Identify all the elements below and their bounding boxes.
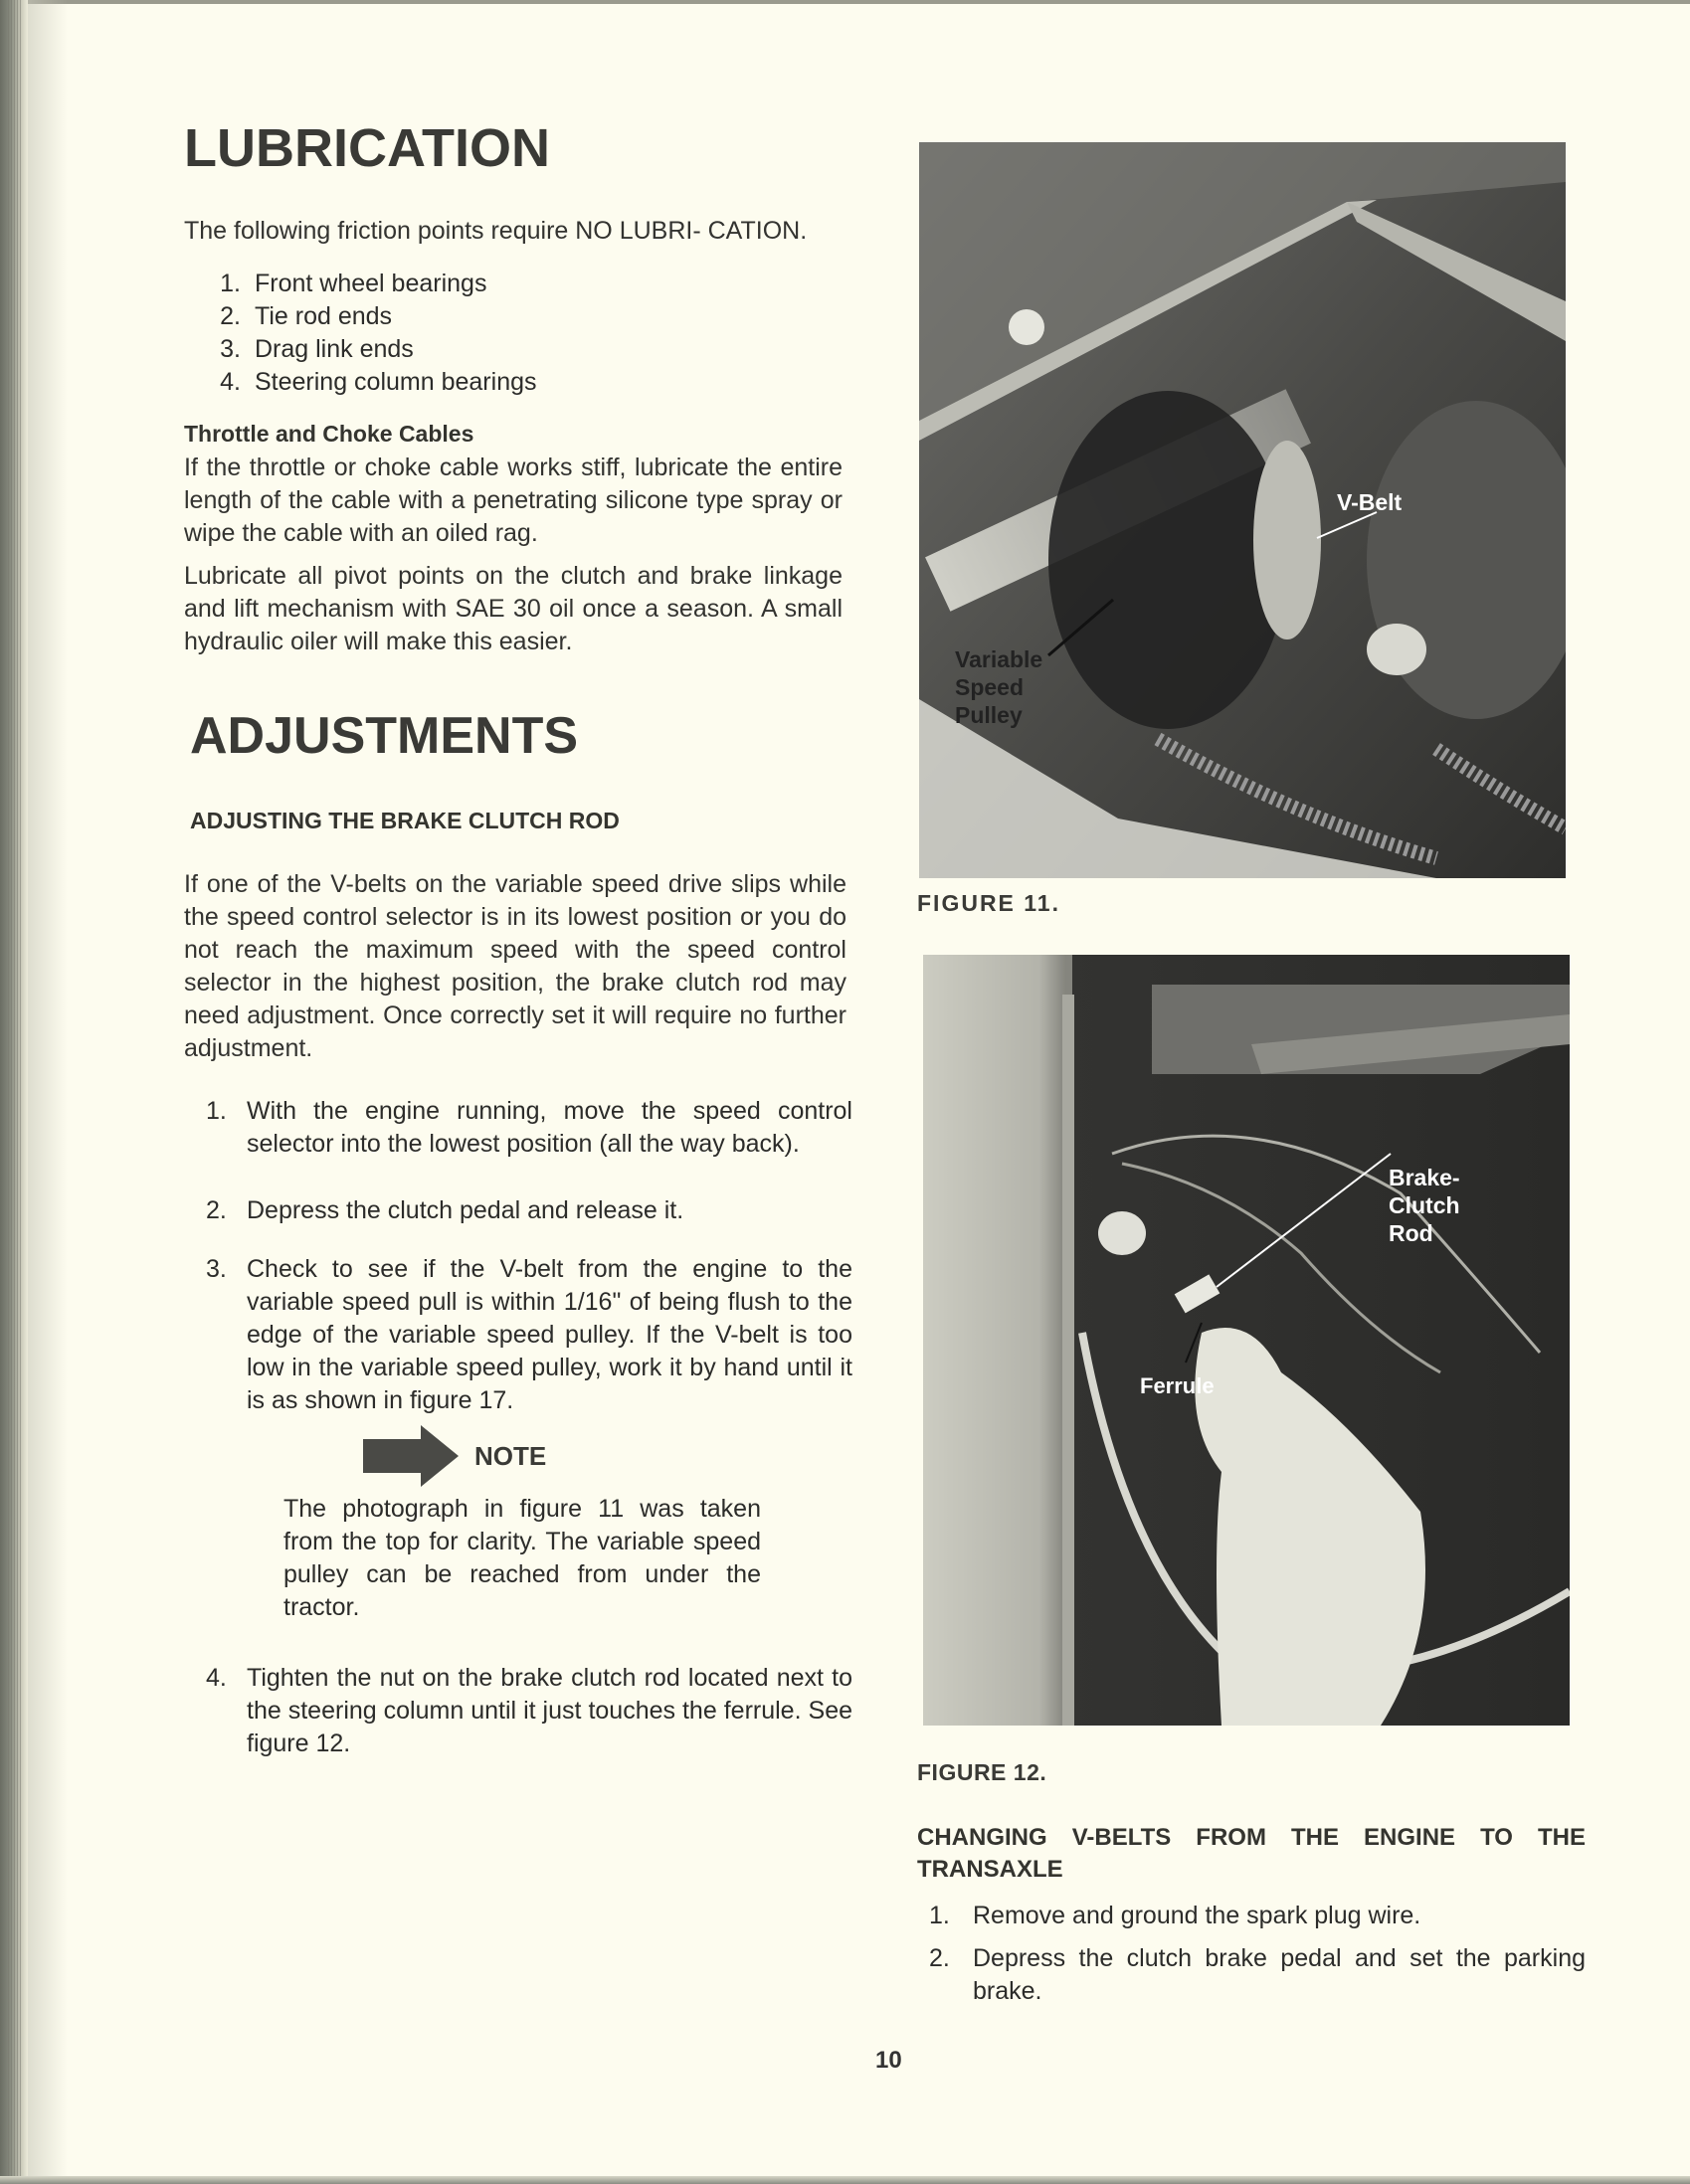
step-number: 2. <box>206 1196 227 1224</box>
step-text: Depress the clutch brake pedal and set the parking brake. <box>973 1944 1586 2005</box>
brake-clutch-heading: ADJUSTING THE BRAKE CLUTCH ROD <box>190 808 620 833</box>
no-lubrication-list <box>184 268 850 399</box>
step-item <box>184 1662 852 1760</box>
note-callout <box>283 1425 761 1624</box>
step-number: 4. <box>206 1664 227 1692</box>
note-text: The photograph in figure 11 was taken from the top for clarity. The variable speed pulley can be reached from under the tractor. <box>283 1495 761 1621</box>
step-item <box>917 1942 1586 2008</box>
v-belt <box>1253 441 1321 639</box>
throttle-choke-heading: Throttle and Choke Cables <box>184 421 474 447</box>
book-binding <box>0 0 28 2184</box>
step-text: Depress the clutch pedal and release it. <box>247 1196 684 1224</box>
lubrication-intro-text: The following friction points require NO LUBRI- CATION. <box>184 217 808 245</box>
step-text: Check to see if the V-belt from the engine to the variable speed pull is within 1/16" of being flush to the edge of the variable speed pulley. If the V-belt is too low in the variable speed pulley, work it by hand until it is as shown in figure 17. <box>247 1255 852 1414</box>
pivot-lubrication-text: Lubricate all pivot points on the clutch and brake linkage and lift mechanism with SAE 30 oil once a season. A small hydraulic oiler will make this easier. <box>184 562 843 655</box>
step-number: 1. <box>206 1097 227 1125</box>
step-text: With the engine running, move the speed control selector into the lowest position (all the way back). <box>247 1097 852 1158</box>
pulley-knob <box>1098 1211 1146 1255</box>
steering-column <box>923 955 1072 1726</box>
step-number: 3. <box>206 1255 227 1283</box>
step-number: 2. <box>929 1944 950 1972</box>
variable-speed-pulley-label: Variable Speed Pulley <box>955 646 1043 728</box>
note-label: NOTE <box>474 1440 547 1471</box>
list-text: Drag link ends <box>255 335 414 363</box>
throttle-choke-text: If the throttle or choke cable works stiff, lubricate the entire length of the cable with a penetrating silicone type spray or wipe the cable with an oiled rag. <box>184 454 843 547</box>
step-item <box>184 1095 852 1161</box>
bolt-head <box>1009 309 1044 345</box>
v-belt-label: V-Belt <box>1337 489 1403 515</box>
brake-clutch-steps <box>184 1095 852 1417</box>
brake-clutch-steps-continued <box>184 1662 852 1760</box>
ferrule-label: Ferrule <box>1140 1373 1215 1398</box>
list-item <box>184 268 850 300</box>
list-number: 2. <box>220 302 241 330</box>
right-column <box>917 142 1586 2008</box>
figure-11-illustration <box>919 142 1566 878</box>
adjustments-title: ADJUSTMENTS <box>190 707 579 765</box>
brake-clutch-intro: If one of the V-belts on the variable speed drive slips while the speed control selector is in its lowest position or you do not reach the maximum speed with the speed control selector in the highest position, the brake clutch rod may need adjustment. Once correctly set it will require no further adjustment. <box>184 870 846 1062</box>
step-item <box>917 1900 1586 1932</box>
figure-11-caption: FIGURE 11. <box>917 890 1060 916</box>
changing-vbelts-steps <box>917 1900 1586 2008</box>
step-number: 1. <box>929 1902 950 1929</box>
changing-vbelts-heading: CHANGING V-BELTS FROM THE ENGINE TO THE TRANSAXLE <box>917 1824 1586 1883</box>
list-text: Tie rod ends <box>255 302 393 330</box>
list-item <box>184 366 850 399</box>
step-text: Tighten the nut on the brake clutch rod located next to the steering column until it just touches the ferrule. See figure 12. <box>247 1664 852 1757</box>
list-number: 3. <box>220 335 241 363</box>
arrow-right-icon <box>361 1423 461 1489</box>
lubrication-intro <box>184 215 831 248</box>
figure-12-illustration <box>923 955 1570 1726</box>
step-text: Remove and ground the spark plug wire. <box>973 1902 1421 1929</box>
list-number: 1. <box>220 270 241 297</box>
lubrication-title: LUBRICATION <box>184 118 550 178</box>
list-number: 4. <box>220 368 241 396</box>
left-column <box>184 109 850 1760</box>
step-item <box>184 1253 852 1417</box>
page-top-edge <box>0 0 1690 4</box>
step-item <box>184 1194 852 1227</box>
list-item <box>184 300 850 333</box>
binding-page-edges <box>8 0 22 2184</box>
figure-12-caption: FIGURE 12. <box>917 1759 1047 1785</box>
page-bottom-edge <box>0 2176 1690 2184</box>
note-header <box>361 1425 761 1487</box>
list-item <box>184 333 850 366</box>
brake-clutch-rod-label: Brake- Clutch Rod <box>1389 1165 1460 1246</box>
list-text: Front wheel bearings <box>255 270 487 297</box>
figure-12-photo <box>923 955 1570 1726</box>
figure-11-photo <box>919 142 1566 878</box>
gutter-shadow <box>28 0 68 2184</box>
variable-speed-pulley <box>1048 391 1287 729</box>
list-text: Steering column bearings <box>255 368 537 396</box>
page-number: 10 <box>875 2047 902 2074</box>
